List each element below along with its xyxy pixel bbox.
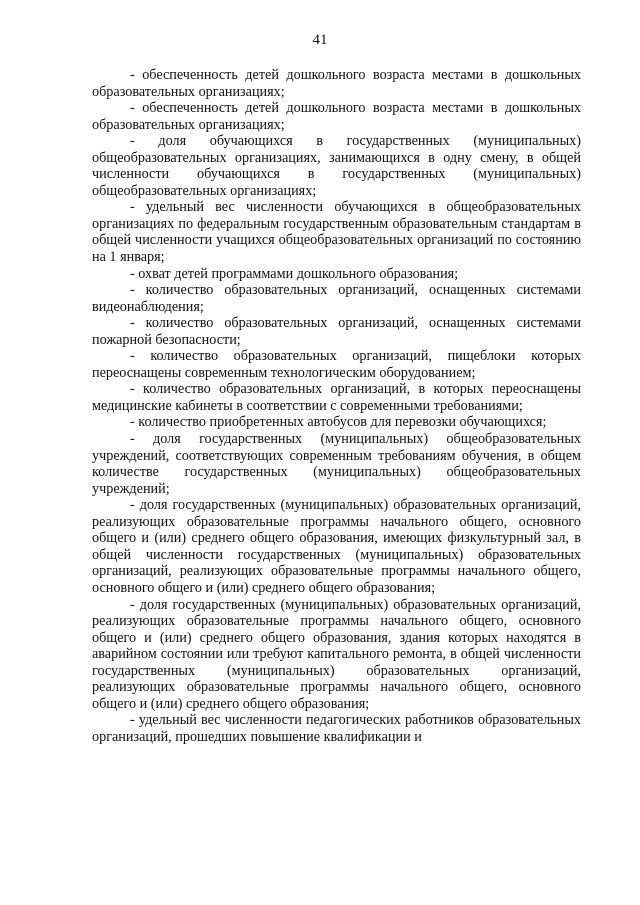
- list-item: - количество образовательных организаций, оснащенных системами пожарной безопасности;: [92, 315, 581, 348]
- list-item: - количество образовательных организаций, оснащенных системами видеонаблюдения;: [92, 282, 581, 315]
- list-item: - охват детей программами дошкольного образования;: [130, 265, 459, 282]
- document-body: [92, 67, 581, 745]
- list-item: - количество образовательных организаций, пищеблоки которых переоснащены современным технологическим оборудованием;: [92, 348, 581, 381]
- list-item: - доля государственных (муниципальных) общеобразовательных учреждений, соответствующих современным требованиям обучения, в общем количестве государственных (муниципальных) общеобразовательных учреждений;: [92, 431, 581, 497]
- list-item: - удельный вес численности обучающихся в общеобразовательных организациях по федеральным государственным образовательным стандартам в общей численности учащихся общеобразовательных организаций по состоянию на 1 января;: [92, 199, 581, 266]
- list-item: - обеспеченность детей дошкольного возраста местами в дошкольных образовательных организациях;: [92, 100, 581, 133]
- list-item: - обеспеченность детей дошкольного возраста местами в дошкольных образовательных организациях;: [92, 67, 581, 100]
- list-item: - количество приобретенных автобусов для перевозки обучающихся;: [130, 414, 547, 431]
- list-item: - доля государственных (муниципальных) образовательных организаций, реализующих образовательные программы начального общего, основного общего и (или) среднего общего образования, имеющих физкультурный зал, в общей численности государственных (муниципальных) образовательных организаций, реализующих образовательные программы начального общего, основного общего и (или) среднего общего образования;: [92, 497, 581, 596]
- list-item: - количество образовательных организаций, в которых переоснащены медицинские кабинеты в соответствии с современными требованиями;: [92, 381, 581, 414]
- list-item: - удельный вес численности педагогических работников образовательных организаций, прошедших повышение квалификации и: [92, 712, 581, 745]
- page-number: 41: [312, 32, 328, 48]
- list-item: - доля обучающихся в государственных (муниципальных) общеобразовательных организациях, занимающихся в одну смену, в общей численности обучающихся в государственных (муниципальных) общеобразовательных организациях;: [92, 133, 581, 199]
- list-item: - доля государственных (муниципальных) образовательных организаций, реализующих образовательные программы начального общего, основного общего и (или) среднего общего образования, здания которых находятся в аварийном состоянии или требуют капитального ремонта, в общей численности государственных (муниципальных) образовательных организаций, реализующих образовательные программы начального общего, основного общего и (или) среднего общего образования;: [92, 596, 581, 712]
